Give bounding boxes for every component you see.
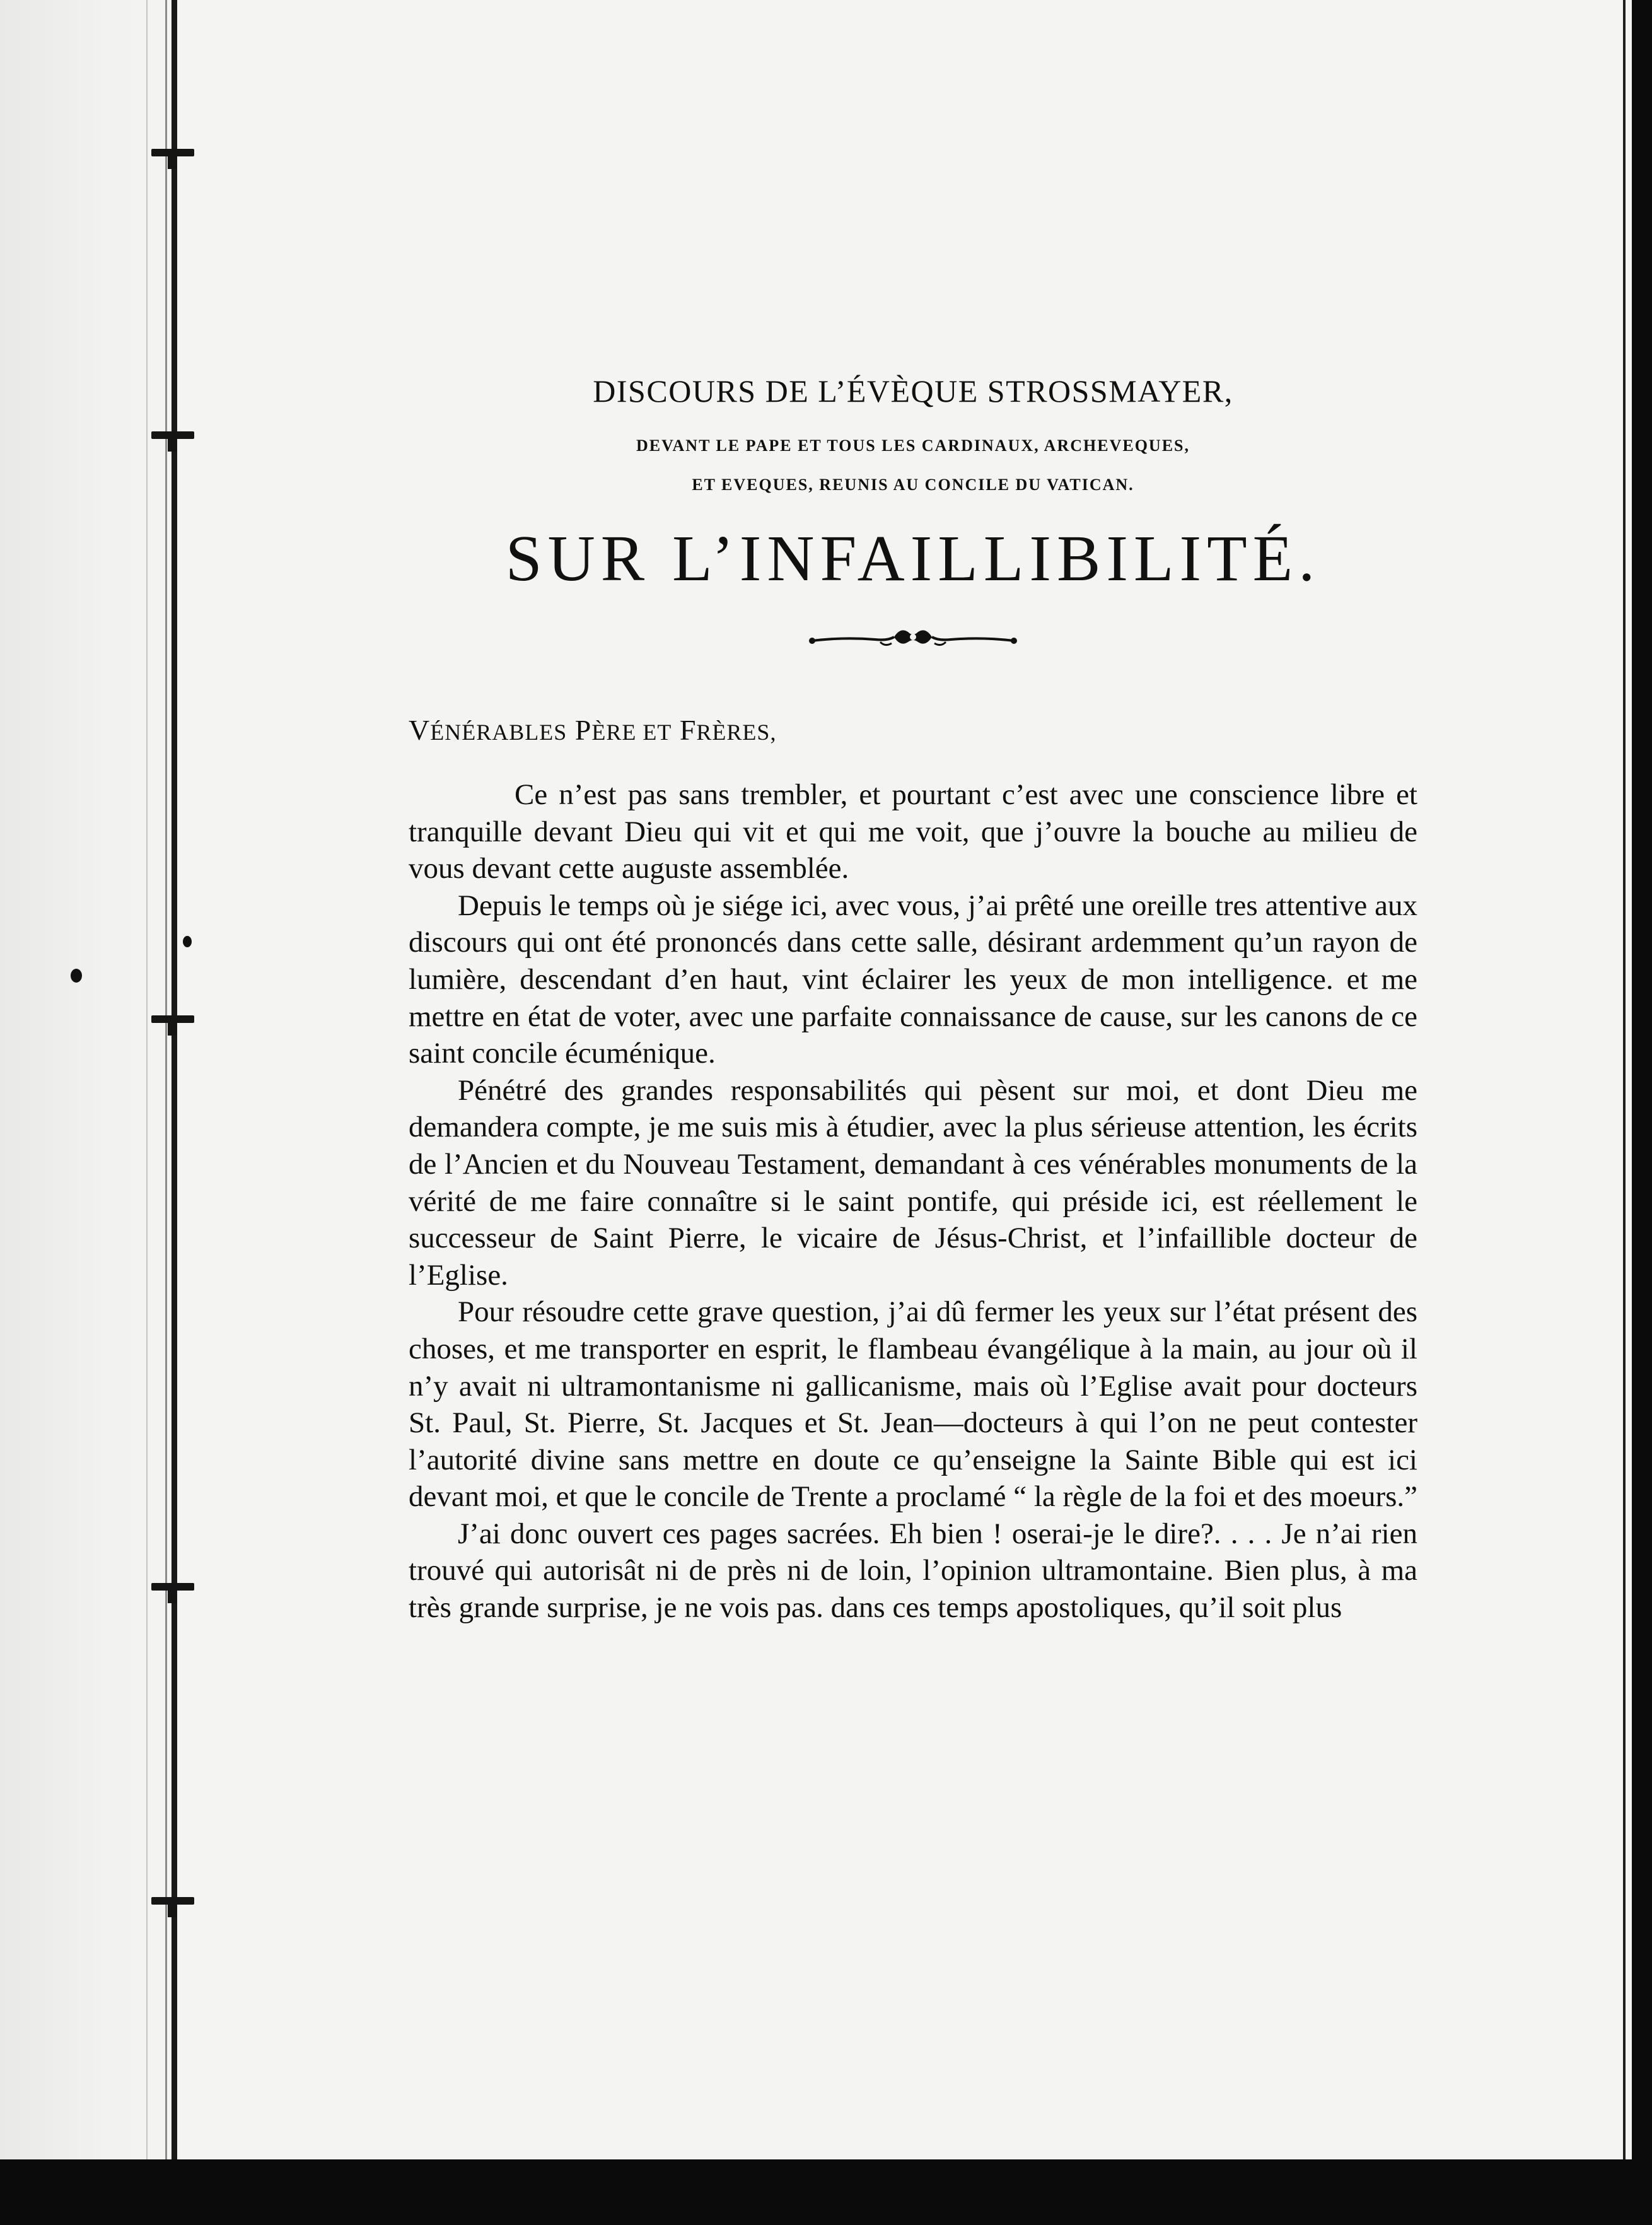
ornament-divider-icon xyxy=(806,623,1020,651)
binding-thread-mark xyxy=(151,149,194,156)
audience-line-2: ET EVEQUES, REUNIS AU CONCILE DU VATICAN. xyxy=(692,476,1134,494)
paragraph: J’ai donc ouvert ces pages sacrées. Eh bien ! oserai-je le dire?. . . . Je n’ai rien trouvé qui autorisât ni de près ni de loin, l’opinion ultramontaine. Bien plus, à ma très grande surprise, je ne vois pas. dans ces temps apostoliques, qu’il soit plus xyxy=(409,1517,1417,1625)
paragraph: Pénétré des grandes responsabilités qui pèsent sur moi, et dont Dieu me demandera compte, je me suis mis à étudier, avec la plus sérieuse attention, les écrits de l’Ancien et du Nouveau Testament, demandant à ces vénérables monuments de la vérité de me faire connaître si le saint pontife, qui préside ici, est réellement le successeur de Saint Pierre, le vicaire de Jésus-Christ, et l’infaillible docteur de l’Eglise. xyxy=(409,1073,1417,1292)
page-edge-line xyxy=(146,0,148,2159)
binding-shadow-line xyxy=(165,0,167,2159)
binding-thread-mark xyxy=(151,1583,194,1591)
binding-thread-mark xyxy=(151,1015,194,1023)
binding-strip xyxy=(0,0,183,2159)
binding-line xyxy=(172,0,177,2159)
binding-thread-mark xyxy=(151,1897,194,1905)
right-page-edge xyxy=(1623,0,1626,2159)
ink-spot xyxy=(183,936,192,947)
audience-line-1: DEVANT LE PAPE ET TOUS LES CARDINAUX, ARCHEVEQUES, xyxy=(636,436,1190,455)
page-content xyxy=(409,353,1417,1626)
paragraph: Pour résoudre cette grave question, j’ai dû fermer les yeux sur l’état présent des choses, et me transporter en esprit, le flambeau évangélique à la main, au jour où il n’y avait ni ultramontanisme ni gallicanisme, mais où l’Eglise avait pour docteurs St. Paul, St. Pierre, St. Jacques et St. Jean—docteurs à qui l’on ne peut contester l’autorité divine sans mettre en doute ce qu’enseigne la Sainte Bible qui est ici devant moi, et que le concile de Trente a proclamé “ la règle de la foi et des moeurs.” xyxy=(409,1295,1417,1514)
salutation: VÉNÉRABLES PÈRE ET FRÈRES, xyxy=(409,714,777,746)
paragraph: Depuis le temps où je siége ici, avec vous, j’ai prêté une oreille tres attentive aux discours qui ont été prononcés dans cette salle, désirant ardemment qu’un rayon de lumière, descendant d’en haut, vint éclairer les yeux de mon intelligence. et me mettre en état de voter, avec une parfaite connaissance de cause, sur les canons de ce saint concile écuménique. xyxy=(409,889,1417,1070)
document-title: SUR L’INFAILLIBILITÉ. xyxy=(505,522,1321,595)
ink-spot xyxy=(71,969,82,983)
speech-body xyxy=(409,776,1417,1626)
binding-thread-mark xyxy=(151,431,194,439)
discourse-heading: DISCOURS DE L’ÉVÈQUE STROSSMAYER, xyxy=(593,373,1233,409)
paragraph: Ce n’est pas sans trembler, et pourtant c’est avec une conscience libre et tranquille devant Dieu qui vit et qui me voit, que j’ouvre la bouche au milieu de vous devant cette auguste assemblée. xyxy=(409,778,1417,885)
